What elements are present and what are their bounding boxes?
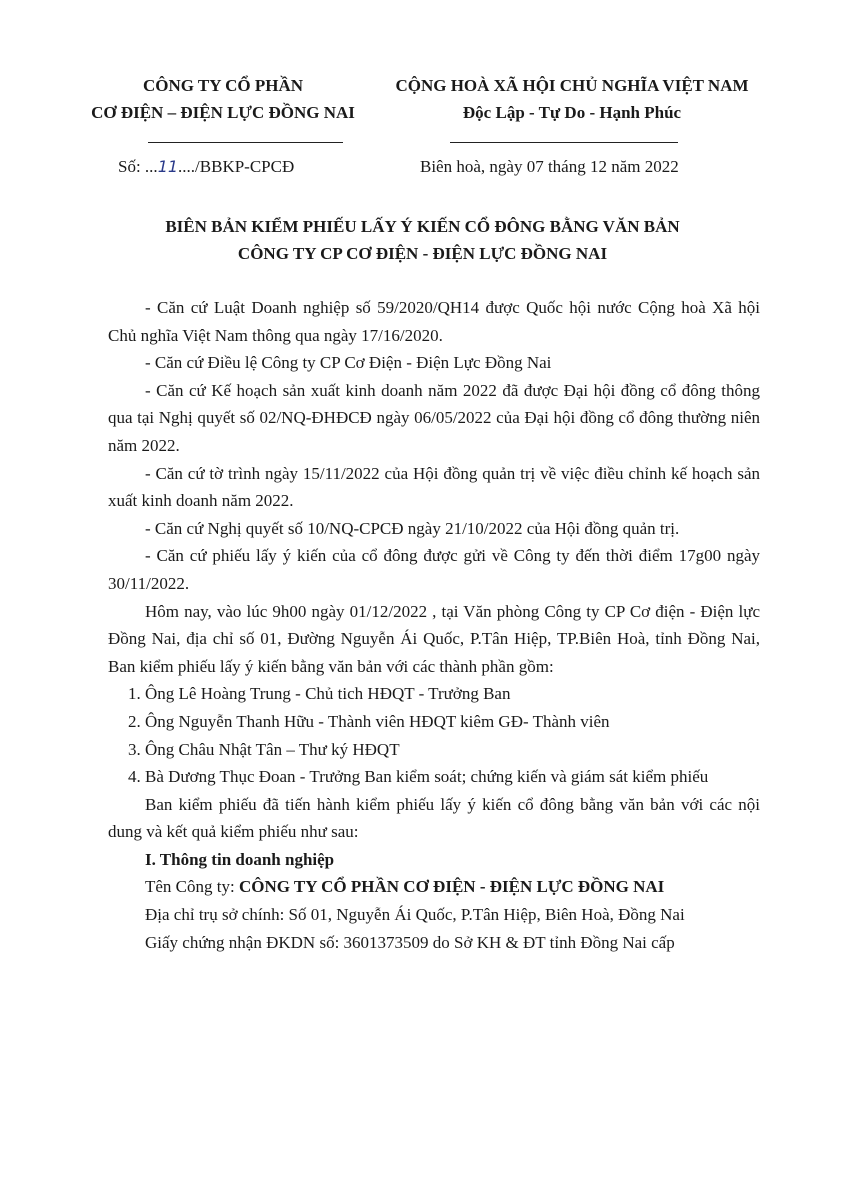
company-underline [148, 142, 343, 143]
member-item: 3. Ông Châu Nhật Tân – Thư ký HĐQT [128, 739, 400, 759]
company-header [78, 72, 368, 126]
section-heading: I. Thông tin doanh nghiệp [145, 849, 335, 869]
member-item: 2. Ông Nguyễn Thanh Hữu - Thành viên HĐQT kiêm GĐ- Thành viên [128, 711, 610, 731]
document-body [108, 294, 760, 956]
company-address: Địa chỉ trụ sở chính: Số 01, Nguyễn Ái Quốc, P.Tân Hiệp, Biên Hoà, Đồng Nai [145, 905, 685, 925]
basis-paragraph: - Căn cứ tờ trình ngày 15/11/2022 của Hội đồng quản trị về việc điều chỉnh kế hoạch sản xuất kinh doanh năm 2022. [108, 463, 760, 511]
member-item: 1. Ông Lê Hoàng Trung - Chủ tich HĐQT - Trưởng Ban [128, 684, 511, 704]
business-license: Giấy chứng nhận ĐKDN số: 3601373509 do Sở KH & ĐT tỉnh Đồng Nai cấp [145, 932, 675, 952]
basis-paragraph: - Căn cứ phiếu lấy ý kiến của cổ đông được gửi về Công ty đến thời điểm 17g00 ngày 30/11/2022. [108, 546, 760, 593]
basis-paragraph: - Căn cứ Kế hoạch sản xuất kinh doanh năm 2022 đã được Đại hội đồng cổ đông thông qua tại Nghị quyết số 02/NQ-ĐHĐCĐ ngày 06/05/2022 của Đại hội đồng cổ đông thường niên năm 2022. [108, 380, 760, 455]
motto-underline [450, 142, 678, 143]
document-title [60, 213, 785, 267]
basis-paragraph: - Căn cứ Nghị quyết số 10/NQ-CPCĐ ngày 21/10/2022 của Hội đồng quản trị. [145, 518, 680, 538]
basis-paragraph: - Căn cứ Điều lệ Công ty CP Cơ Điện - Điện Lực Đồng Nai [145, 353, 552, 373]
document-number: Số: ...11..../BBKP-CPCĐ [118, 157, 295, 176]
intro-paragraph: Hôm nay, vào lúc 9h00 ngày 01/12/2022 , tại Văn phòng Công ty CP Cơ điện - Điện lực Đồng Nai, địa chỉ số 01, Đường Nguyễn Ái Quốc, P.Tân Hiệp, TP.Biên Hoà, tỉnh Đồng Nai, Ban kiểm phiếu lấy ý kiến bằng văn bản với các thành phần gồm: [108, 601, 760, 676]
place-and-date: Biên hoà, ngày 07 tháng 12 năm 2022 [420, 157, 679, 176]
company-name-row [108, 873, 760, 901]
member-item: 4. Bà Dương Thục Đoan - Trưởng Ban kiểm soát; chứng kiến và giám sát kiểm phiếu [128, 767, 709, 787]
company-name-value: CÔNG TY CỔ PHẦN CƠ ĐIỆN - ĐIỆN LỰC ĐỒNG NAI [238, 877, 665, 897]
company-name-line2: CƠ ĐIỆN – ĐIỆN LỰC ĐỒNG NAI [91, 103, 355, 122]
basis-paragraph: - Căn cứ Luật Doanh nghiệp số 59/2020/QH14 được Quốc hội nước Cộng hoà Xã hội Chủ nghĩa Việt Nam thông qua ngày 17/16/2020. [108, 298, 760, 345]
company-name-label: Tên Công ty: [145, 877, 239, 897]
national-header [372, 72, 772, 126]
title-line1: BIÊN BẢN KIỂM PHIẾU LẤY Ý KIẾN CỔ ĐÔNG BẰNG VĂN BẢN [165, 217, 680, 236]
nation-motto: Độc Lập - Tự Do - Hạnh Phúc [462, 103, 682, 122]
company-name-line1: CÔNG TY CỔ PHẦN [142, 76, 304, 95]
title-line2: CÔNG TY CP CƠ ĐIỆN - ĐIỆN LỰC ĐỒNG NAI [237, 244, 608, 263]
handwritten-number: 11 [157, 157, 179, 176]
nation-name: CỘNG HOÀ XÃ HỘI CHỦ NGHĨA VIỆT NAM [395, 76, 749, 95]
conduct-paragraph: Ban kiểm phiếu đã tiến hành kiểm phiếu lấy ý kiến cổ đông bằng văn bản với các nội dung và kết quả kiểm phiếu như sau: [108, 794, 760, 842]
